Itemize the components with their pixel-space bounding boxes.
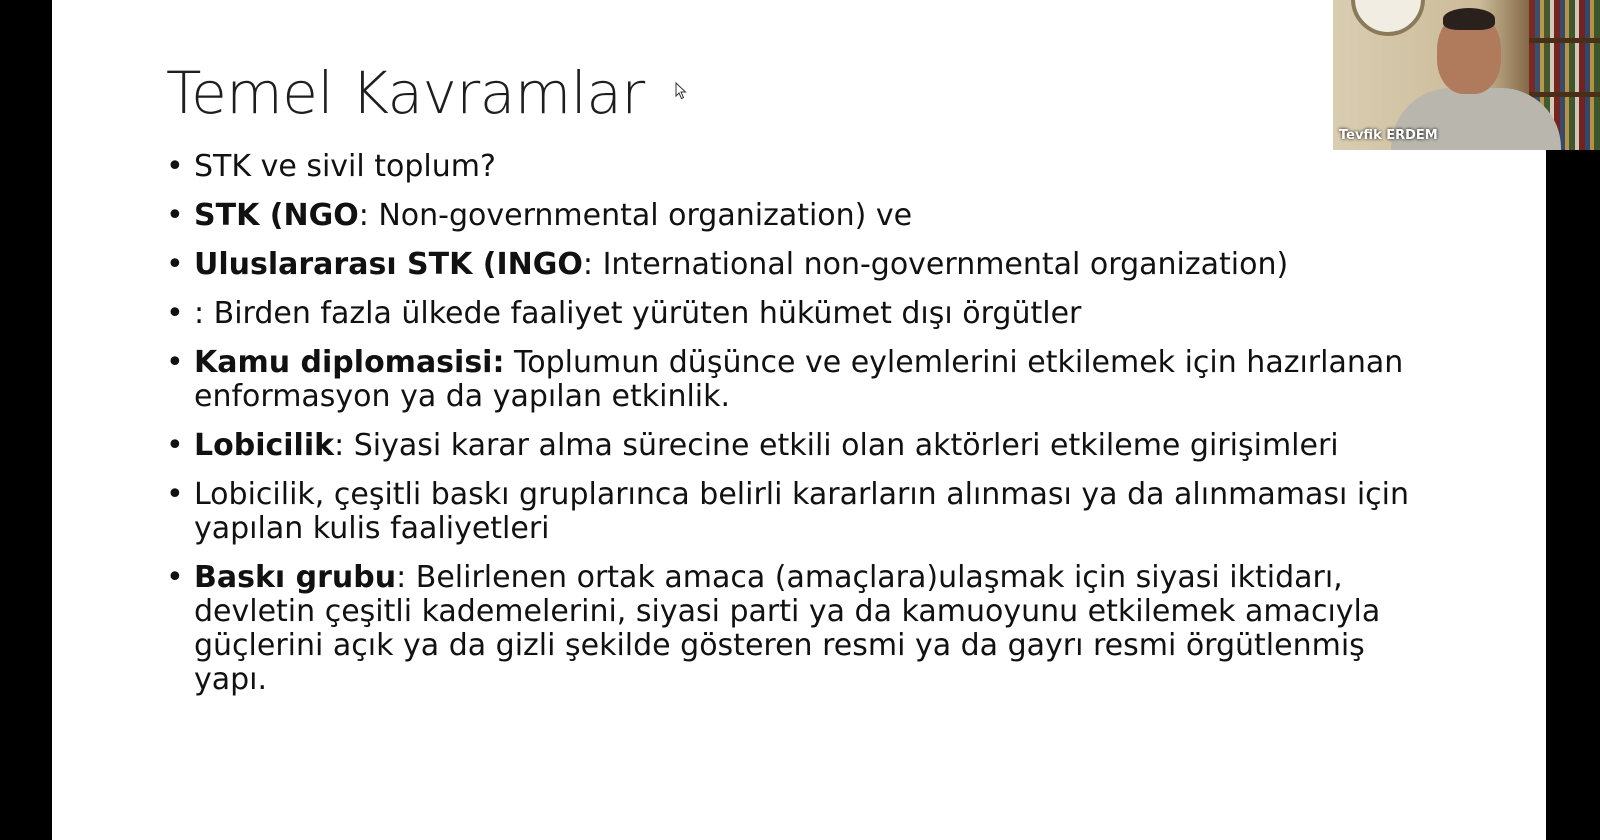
participant-name: Tevfik ERDEM [1339, 128, 1438, 143]
bullet-item [166, 346, 1426, 414]
bullet-list [166, 150, 1426, 712]
bullet-text: : International non-governmental organization) [582, 247, 1289, 282]
bullet-item [166, 150, 1426, 184]
shelf-divider [1529, 38, 1600, 43]
participant-video-tile[interactable] [1333, 0, 1600, 150]
bullet-item [166, 297, 1426, 331]
presentation-slide [52, 0, 1546, 840]
bullet-text: : Birden fazla ülkede faaliyet yürüten hükümet dışı örgütler [194, 296, 1082, 331]
bullet-term: Lobicilik [194, 428, 335, 463]
wall-clock [1351, 0, 1425, 36]
bullet-text: Lobicilik, çeşitli baskı gruplarınca belirli kararların alınması ya da alınmaması için yapılan kulis faaliyetleri [194, 477, 1409, 546]
bullet-term: STK (NGO [194, 198, 359, 233]
bullet-term: Baskı grubu [194, 560, 397, 595]
bullet-item [166, 248, 1426, 282]
bullet-text: : Siyasi karar alma sürecine etkili olan aktörleri etkileme girişimleri [334, 428, 1339, 463]
bullet-text: STK ve sivil toplum? [194, 149, 496, 184]
bullet-text: Toplumun düşünce ve eylemlerini etkilemek için hazırlanan enformasyon ya da yapılan etkinlik. [194, 345, 1404, 414]
bullet-text: : Non-governmental organization) ve [358, 198, 913, 233]
bullet-term: Uluslararası STK (INGO [194, 247, 583, 282]
bullet-item [166, 199, 1426, 233]
bullet-item [166, 429, 1426, 463]
participant-hair [1443, 8, 1495, 30]
bullet-item [166, 561, 1426, 697]
bullet-item [166, 478, 1426, 546]
bullet-term: Kamu diplomasisi: [194, 345, 505, 380]
slide-title: Temel Kavramlar [166, 59, 645, 127]
bullet-text: : Belirlenen ortak amaca (amaçlara)ulaşmak için siyasi iktidarı, devletin çeşitli kademelerini, siyasi parti ya da kamuoyunu etkilemek amacıyla güçlerini açık ya da gizli şekilde gösteren resmi ya da gayrı resmi örgütlenmiş yapı. [194, 560, 1381, 697]
mouse-pointer-icon [675, 82, 687, 100]
shelf-divider [1529, 92, 1600, 97]
